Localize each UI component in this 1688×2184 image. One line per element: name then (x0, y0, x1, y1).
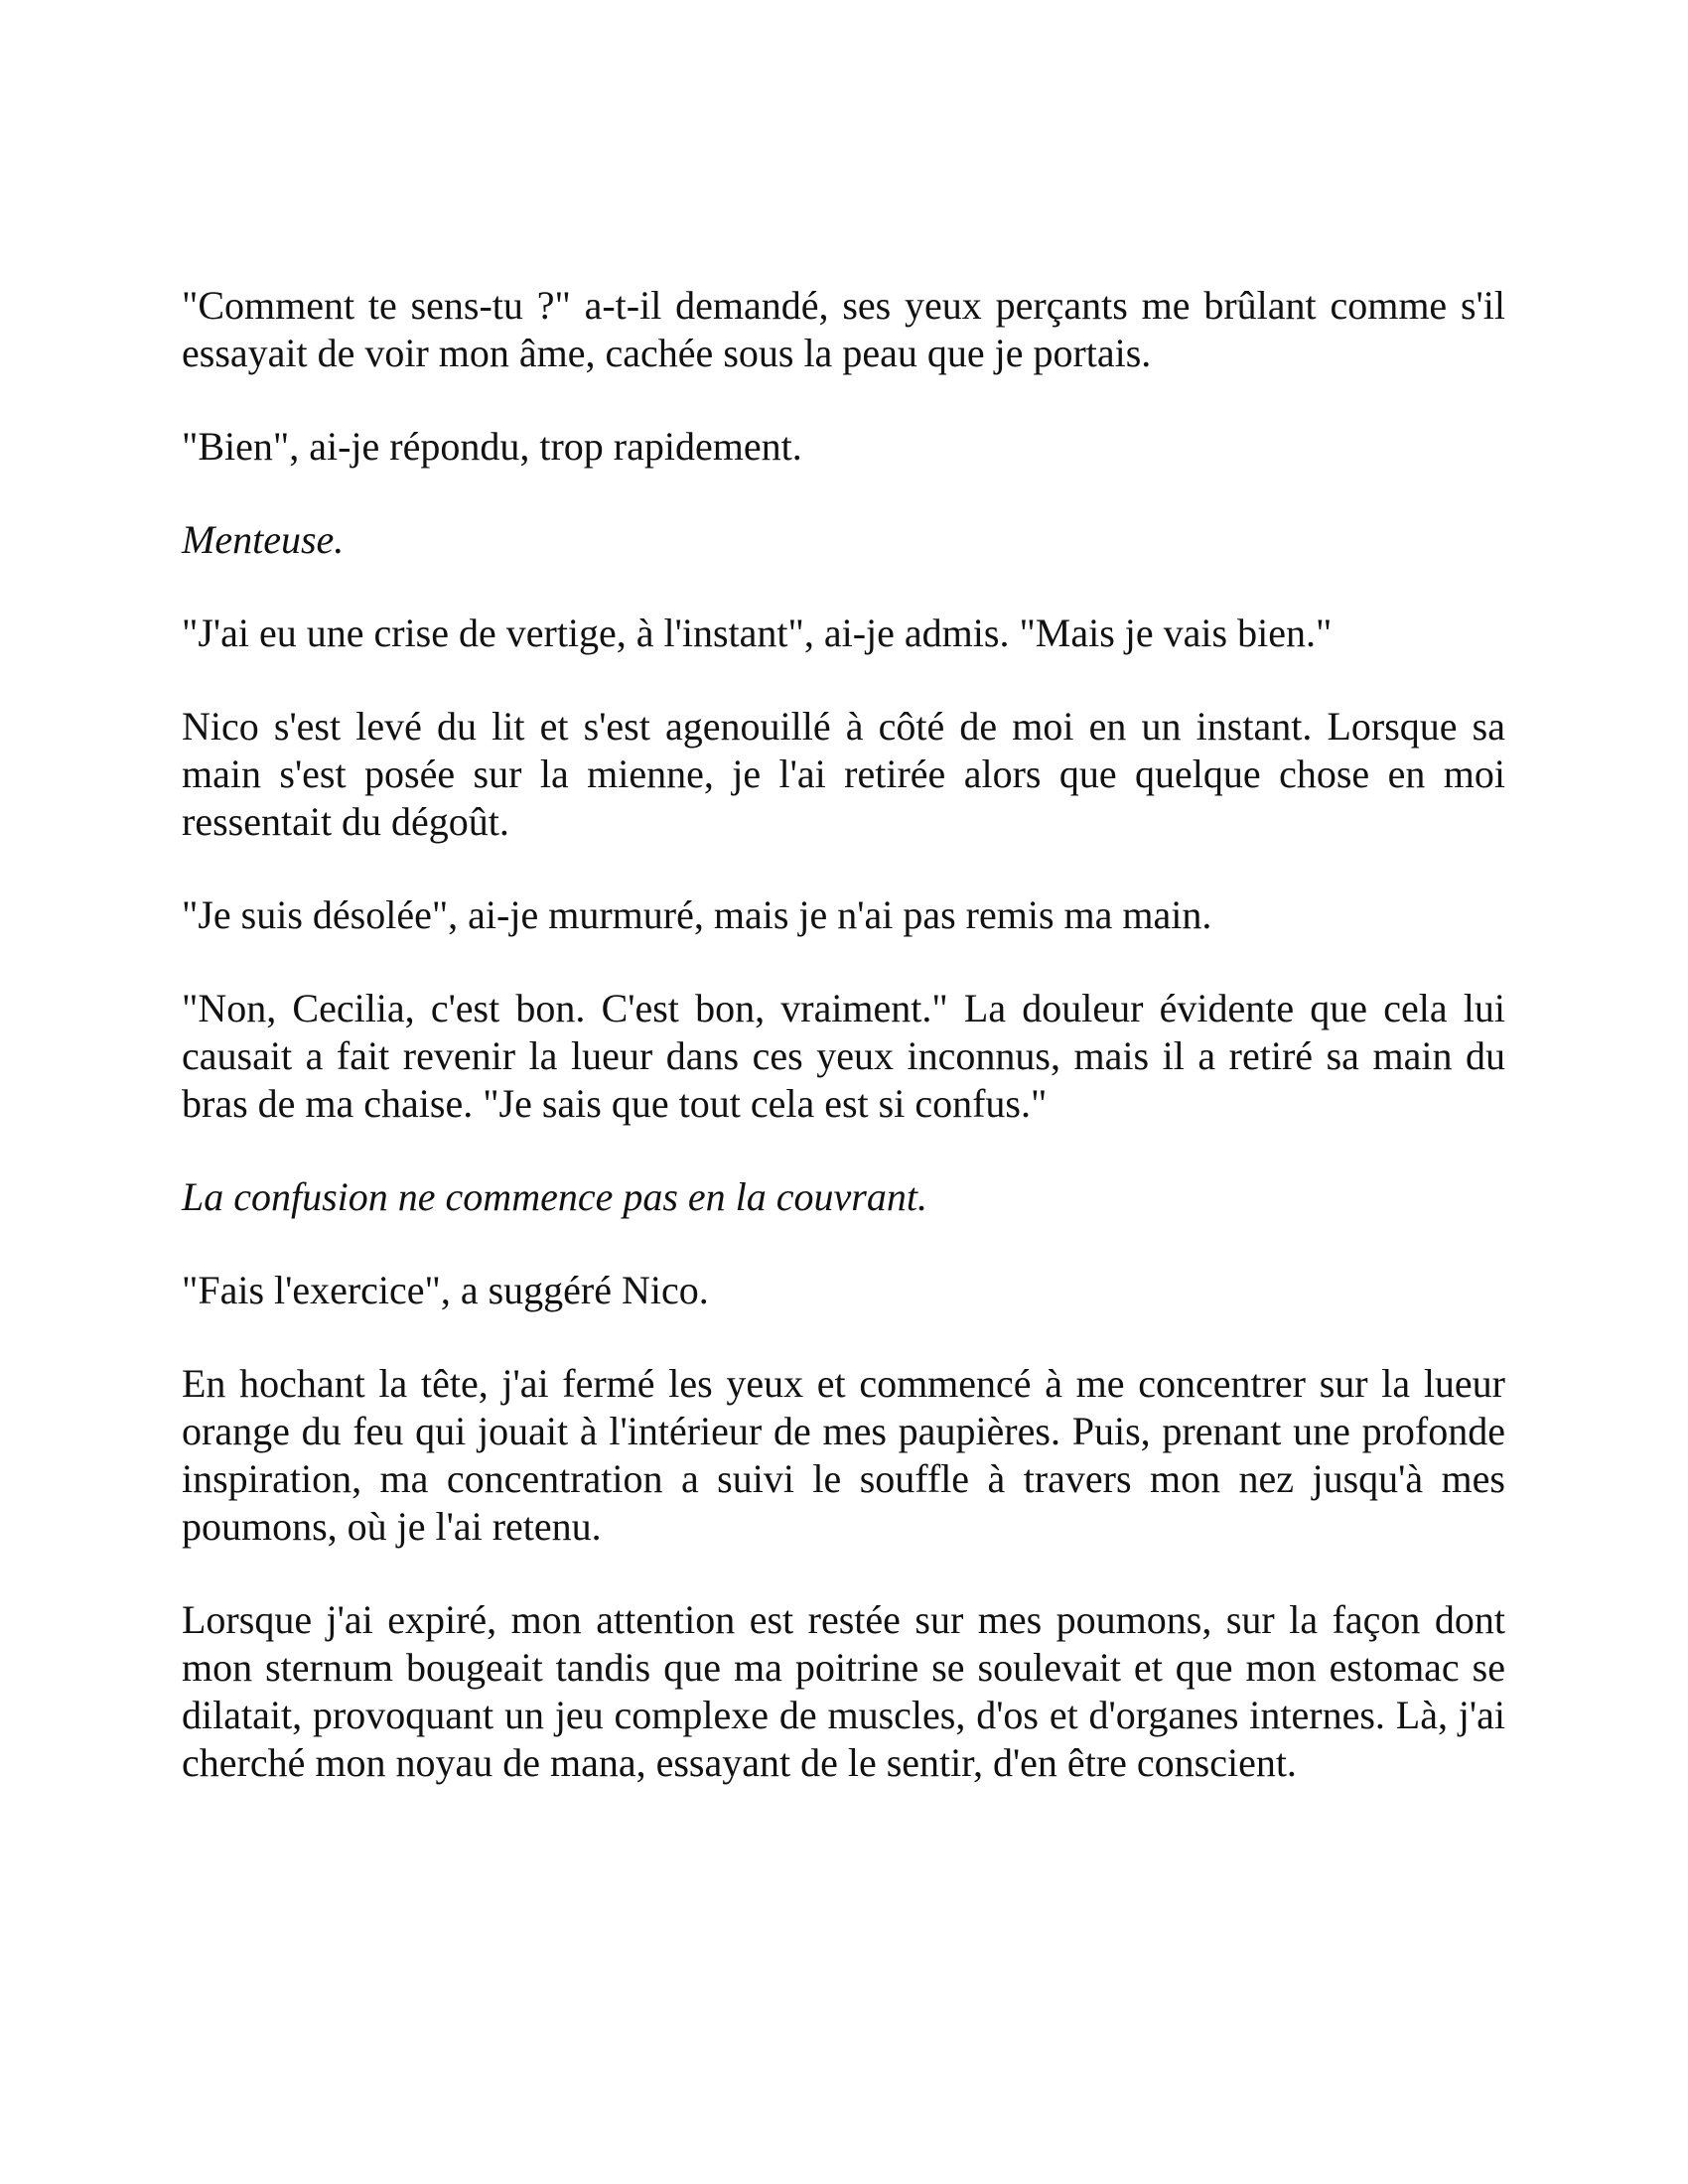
paragraph-10: En hochant la tête, j'ai fermé les yeux et commencé à me concentrer sur la lueur orange du feu qui jouait à l'intérieur de mes paupières. Puis, prenant une profonde inspiration, ma concentration a suivi le souffle à travers mon nez jusqu'à mes poumons, où je l'ai retenu. (182, 1361, 1505, 1549)
paragraph-2: "Bien", ai-je répondu, trop rapidement. (182, 424, 802, 469)
paragraph-4: "J'ai eu une crise de vertige, à l'instant", ai-je admis. "Mais je vais bien." (182, 611, 1333, 655)
paragraph-9: "Fais l'exercice", a suggéré Nico. (182, 1268, 709, 1312)
paragraph-6: "Je suis désolée", ai-je murmuré, mais je n'ai pas remis ma main. (182, 892, 1212, 937)
paragraph-1: "Comment te sens-tu ?" a-t-il demandé, ses yeux perçants me brûlant comme s'il essayait de voir mon âme, cachée sous la peau que je portais. (182, 283, 1505, 375)
paragraph-7: "Non, Cecilia, c'est bon. C'est bon, vraiment." La douleur évidente que cela lui causait a fait revenir la lueur dans ces yeux inconnus, mais il a retiré sa main du bras de ma chaise. "Je sais que tout cela est si confus." (182, 986, 1505, 1126)
document-body (182, 282, 1505, 1833)
paragraph-3-italic: Menteuse. (182, 517, 345, 562)
paragraph-8-italic: La confusion ne commence pas en la couvrant. (182, 1174, 927, 1219)
paragraph-5: Nico s'est levé du lit et s'est agenouillé à côté de moi en un instant. Lorsque sa main s'est posée sur la mienne, je l'ai retirée alors que quelque chose en moi ressentait du dégoût. (182, 704, 1505, 844)
paragraph-11: Lorsque j'ai expiré, mon attention est restée sur mes poumons, sur la façon dont mon sternum bougeait tandis que ma poitrine se soulevait et que mon estomac se dilatait, provoquant un jeu complexe de muscles, d'os et d'organes internes. Là, j'ai cherché mon noyau de mana, essayant de le sentir, d'en être conscient. (182, 1597, 1505, 1785)
